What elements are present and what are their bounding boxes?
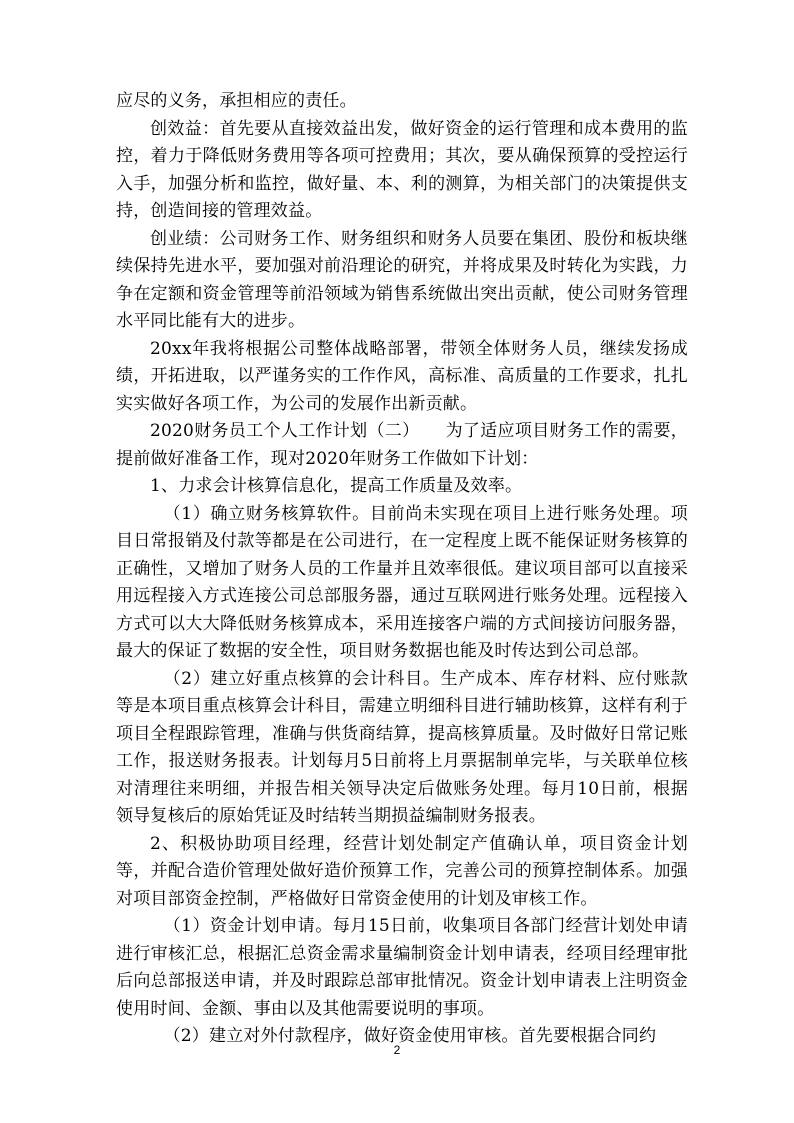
paragraph-9: 2、积极协助项目经理，经营计划处制定产值确认单，项目资金计划等，并配合造价管理处做好造价预算工作，完善公司的预算控制体系。加强对项目部资金控制，严格做好日常资金使用的计划及审核工作。	[116, 833, 688, 909]
paragraph-10: （1）资金计划申请。每月15日前，收集项目各部门经营计划处申请进行审核汇总，根据汇总资金需求量编制资金计划申请表，经项目经理审批后向总部报送申请，并及时跟踪总部审批情况。资金计划申请表上注明资金使用时间、金额、事由以及其他需要说明的事项。	[116, 916, 688, 1019]
body-text	[116, 88, 688, 1051]
paragraph-1: 应尽的义务，承担相应的责任。	[116, 91, 357, 111]
paragraph-7: （1）确立财务核算软件。目前尚未实现在项目上进行账务处理。项目日常报销及付款等都是在公司进行，在一定程度上既不能保证财务核算的正确性，又增加了财务人员的工作量并且效率很低。建议项目部可以直接采用远程接入方式连接公司总部服务器，通过互联网进行账务处理。远程接入方式可以大大降低财务核算成本，采用连接客户端的方式间接访问服务器，最大的保证了数据的安全性，项目财务数据也能及时传达到公司总部。	[116, 503, 688, 661]
paragraph-11: （2）建立对外付款程序，做好资金使用审核。首先要根据合同约	[163, 1026, 657, 1046]
page-number: 2	[393, 1043, 401, 1057]
paragraph-5: 2020财务员工个人工作计划（二） 为了适应项目财务工作的需要，提前做好准备工作，现对2020年财务工作做如下计划：	[116, 421, 688, 469]
paragraph-6: 1、力求会计核算信息化，提高工作质量及效率。	[150, 476, 523, 496]
paragraph-3: 创业绩：公司财务工作、财务组织和财务人员要在集团、股份和板块继续保持先进水平，要加强对前沿理论的研究，并将成果及时转化为实践，力争在定额和资金管理等前沿领域为销售系统做出突出贡献，使公司财务管理水平同比能有大的进步。	[116, 228, 688, 331]
paragraph-4: 20xx年我将根据公司整体战略部署，带领全体财务人员，继续发扬成绩，开拓进取，以严谨务实的工作作风，高标准、高质量的工作要求，扎扎实实做好各项工作，为公司的发展作出新贡献。	[116, 338, 688, 414]
paragraph-2: 创效益：首先要从直接效益出发，做好资金的运行管理和成本费用的监控，着力于降低财务费用等各项可控费用；其次，要从确保预算的受控运行入手，加强分析和监控，做好量、本、利的测算，为相关部门的决策提供支持，创造间接的管理效益。	[116, 118, 688, 221]
paragraph-8: （2）建立好重点核算的会计科目。生产成本、库存材料、应付账款等是本项目重点核算会计科目，需建立明细科目进行辅助核算，这样有利于项目全程跟踪管理，准确与供货商结算，提高核算质量。及时做好日常记账工作，报送财务报表。计划每月5日前将上月票据制单完毕，与关联单位核对清理往来明细，并报告相关领导决定后做账务处理。每月10日前，根据领导复核后的原始凭证及时结转当期损益编制财务报表。	[116, 668, 688, 826]
